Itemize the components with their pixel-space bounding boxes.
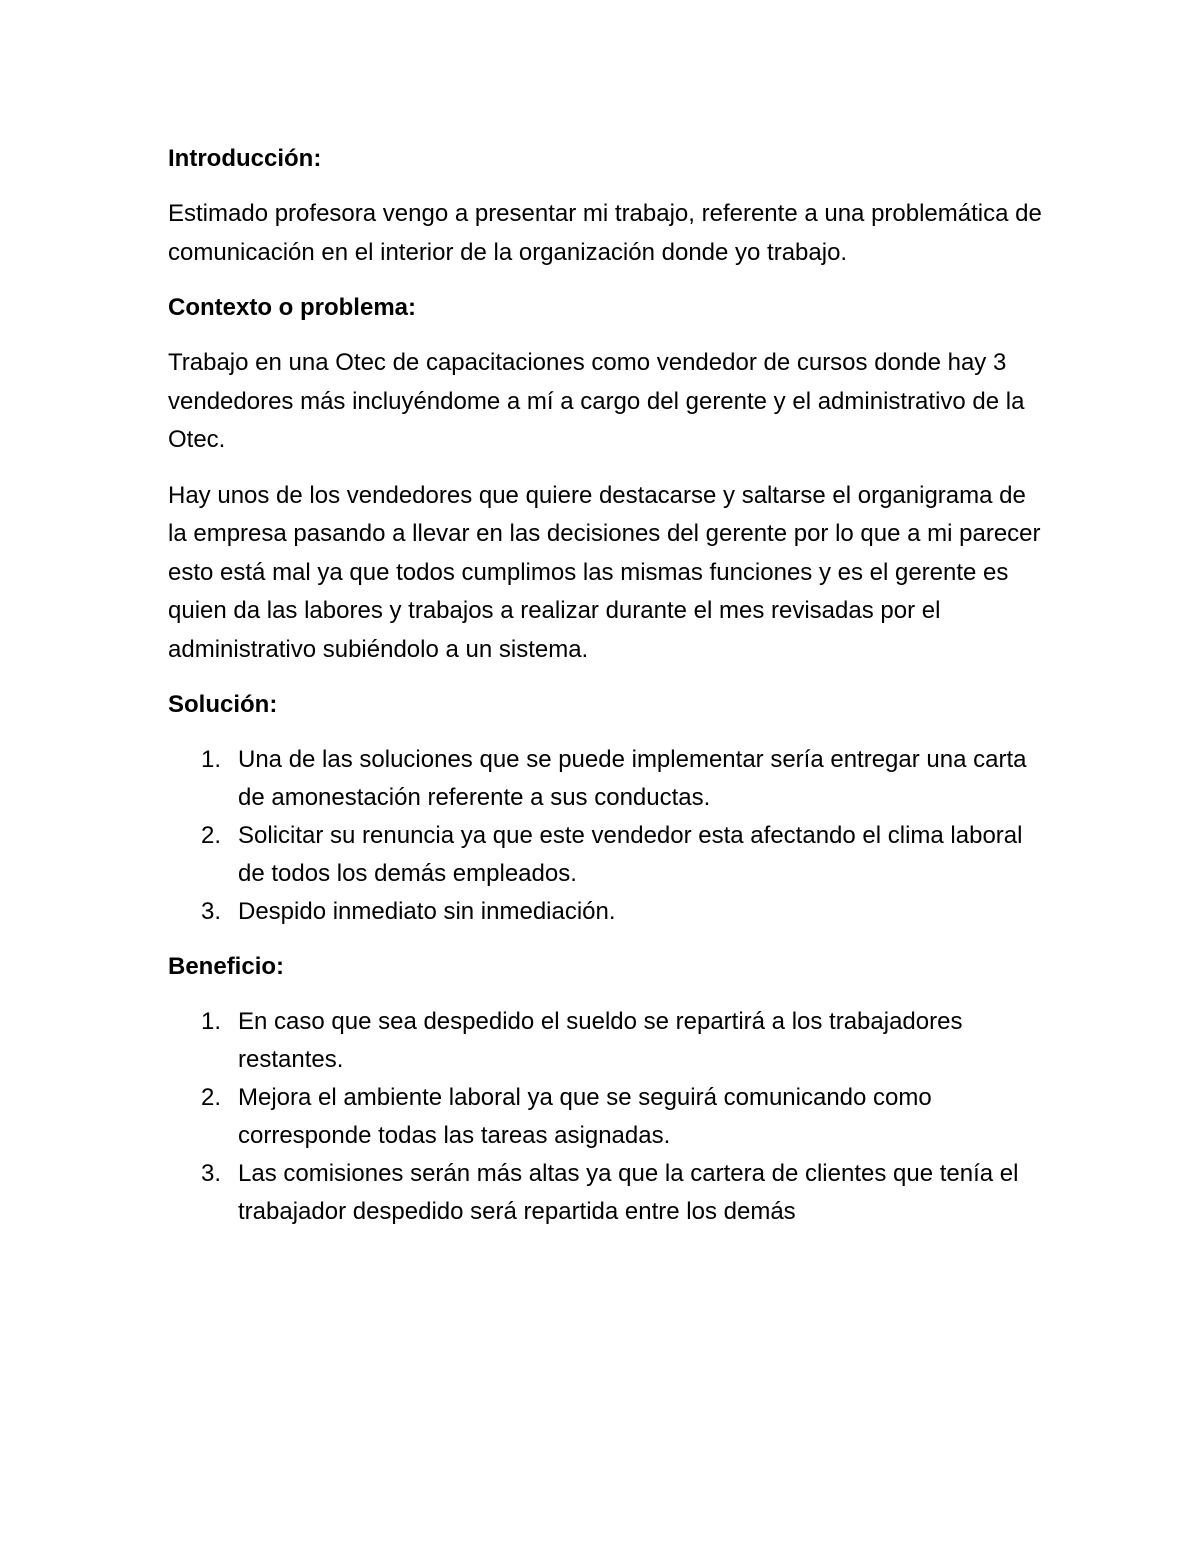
context-paragraph-2: Hay unos de los vendedores que quiere destacarse y saltarse el organigrama de la empresa pasando a llevar en las decisiones del gerente por lo que a mi parecer esto está mal ya que todos cumplimos las mismas funciones y es el gerente es quien da las labores y trabajos a realizar durante el mes revisadas por el administrativo subiéndolo a un sistema. xyxy=(168,481,1041,663)
list-item-text: Despido inmediato sin inmediación. xyxy=(238,898,616,925)
intro-paragraph: Estimado profesora vengo a presentar mi trabajo, referente a una problemática de comunicación en el interior de la organización donde yo trabajo. xyxy=(168,200,1042,266)
list-item-number: 3. xyxy=(201,1160,222,1187)
list-item-text: Mejora el ambiente laboral ya que se seguirá comunicando como corresponde todas las tareas asignadas. xyxy=(238,1084,932,1149)
list-item-text: Solicitar su renuncia ya que este vendedor esta afectando el clima laboral de todos los demás empleados. xyxy=(238,822,1023,887)
list-item-number: 2. xyxy=(201,822,222,849)
list-item-number: 1. xyxy=(201,746,222,773)
list-item-number: 3. xyxy=(201,898,222,925)
solution-heading: Solución: xyxy=(168,691,278,718)
list-item xyxy=(168,741,1048,817)
context-paragraph-1: Trabajo en una Otec de capacitaciones como vendedor de cursos donde hay 3 vendedores más incluyéndome a mí a cargo del gerente y el administrativo de la Otec. xyxy=(168,349,1025,453)
intro-heading: Introducción: xyxy=(168,145,322,172)
solution-list xyxy=(168,741,1048,931)
list-item-text: Las comisiones serán más altas ya que la cartera de clientes que tenía el trabajador despedido será repartida entre los demás xyxy=(238,1160,1019,1225)
benefit-heading: Beneficio: xyxy=(168,953,285,980)
list-item xyxy=(168,1003,1048,1079)
document-body xyxy=(168,140,1048,1248)
list-item xyxy=(168,1079,1048,1155)
list-item xyxy=(168,817,1048,893)
context-heading: Contexto o problema: xyxy=(168,294,417,321)
list-item-number: 2. xyxy=(201,1084,222,1111)
list-item xyxy=(168,893,1048,931)
list-item-text: En caso que sea despedido el sueldo se repartirá a los trabajadores restantes. xyxy=(238,1008,963,1073)
list-item-text: Una de las soluciones que se puede implementar sería entregar una carta de amonestación referente a sus conductas. xyxy=(238,746,1027,811)
list-item xyxy=(168,1155,1048,1231)
list-item-number: 1. xyxy=(201,1008,222,1035)
benefit-list xyxy=(168,1003,1048,1231)
